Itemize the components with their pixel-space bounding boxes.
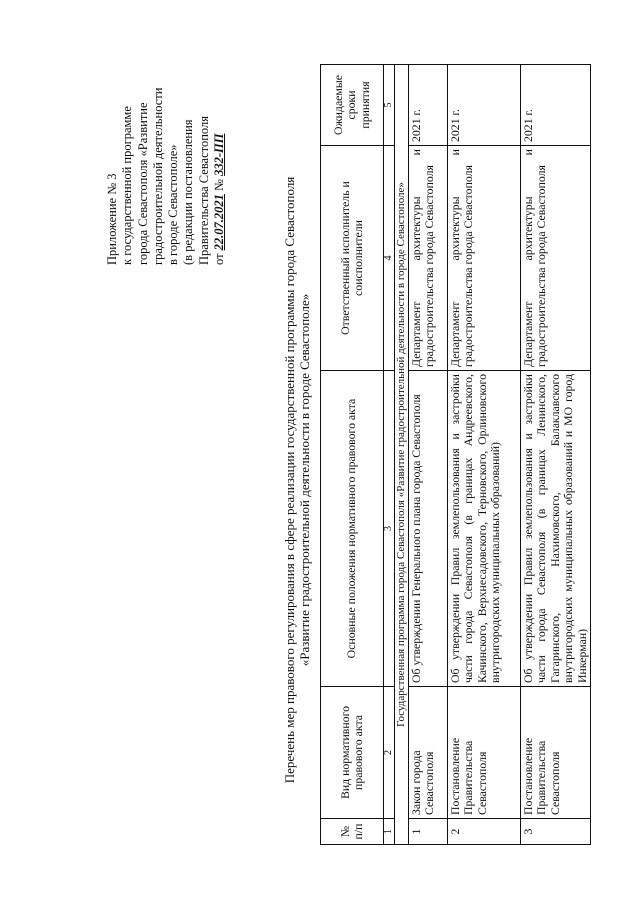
- date-prefix: от: [212, 253, 227, 265]
- act-type: Постановление Правительства Севастополя: [448, 687, 521, 819]
- index-cell: 4: [384, 146, 395, 371]
- row-number: 1: [409, 819, 448, 845]
- table-header-row: [321, 65, 384, 845]
- program-row: [395, 65, 409, 845]
- appendix-line: Правительства Севастополя: [196, 116, 211, 265]
- appendix-line: в городе Севастополе»: [166, 144, 181, 265]
- table-row: [409, 65, 448, 845]
- appendix-line: к государственной программе: [120, 106, 135, 265]
- appendix-line: (в редакции постановления: [181, 119, 196, 265]
- index-cell: 2: [384, 687, 395, 819]
- act-term: 2021 г.: [521, 65, 591, 146]
- title-line-2: «Развитие градостроительной деятельности в городе Севастополе»: [297, 293, 312, 667]
- act-type: Постановление Правительства Севастополя: [521, 687, 591, 819]
- measures-table: [320, 64, 591, 845]
- program-cell: Государственная программа города Севастополя «Развитие градостроительной деятельности в городе Севастополе»: [395, 65, 409, 845]
- index-cell: 5: [384, 65, 395, 146]
- act-provisions: Об утверждении Правил землепользования и застройки части города Севастополя (в границах Ленинского, Гагаринского, Нахимовского, Балаклавского внутригородских муниципальных образований и МО город Инкерман): [521, 371, 591, 687]
- act-term: 2021 г.: [448, 65, 521, 146]
- handwritten-number: 332-ПП: [212, 133, 227, 176]
- act-provisions: Об утверждении Правил землепользования и застройки части города Севастополя (в границах Андреевского, Качинского, Верхнесадовского, Терновского, Орлиновского внутригородских муниципальных образований): [448, 371, 521, 687]
- index-cell: 1: [384, 819, 395, 845]
- column-index-row: [384, 65, 395, 845]
- header-cell: Основные положения нормативного правового акта: [321, 371, 384, 687]
- number-prefix: №: [212, 179, 227, 191]
- table-row: [448, 65, 521, 845]
- document-title: [282, 95, 312, 865]
- appendix-block: [105, 25, 227, 265]
- handwritten-date: 22.07.2021: [212, 194, 227, 251]
- act-provisions: Об утверждении Генерального плана города Севастополя: [409, 371, 448, 687]
- appendix-date-line: [212, 25, 227, 265]
- appendix-line: Приложение № 3: [105, 173, 119, 265]
- header-cell: Вид нормативного правового акта: [321, 687, 384, 819]
- header-cell: № п/п: [321, 819, 384, 845]
- act-executor: Департамент архитектуры и градостроительства города Севастополя: [448, 146, 521, 371]
- title-line-1: Перечень мер правового регулирования в сфере реализации государственной программы города Севастополя: [282, 176, 297, 784]
- table-row: [521, 65, 591, 845]
- index-cell: 3: [384, 371, 395, 687]
- row-number: 2: [448, 819, 521, 845]
- act-executor: Департамент архитектуры и градостроительства города Севастополя: [521, 146, 591, 371]
- act-type: Закон города Севастополя: [409, 687, 448, 819]
- row-number: 3: [521, 819, 591, 845]
- act-executor: Департамент архитектуры и градостроительства города Севастополя: [409, 146, 448, 371]
- appendix-line: градостроительной деятельности: [150, 87, 165, 265]
- act-term: 2021 г.: [409, 65, 448, 146]
- header-cell: Ожидаемые сроки принятия: [321, 65, 384, 146]
- appendix-line: города Севастополя «Развитие: [135, 102, 150, 265]
- header-cell: Ответственный исполнитель и соисполнители: [321, 146, 384, 371]
